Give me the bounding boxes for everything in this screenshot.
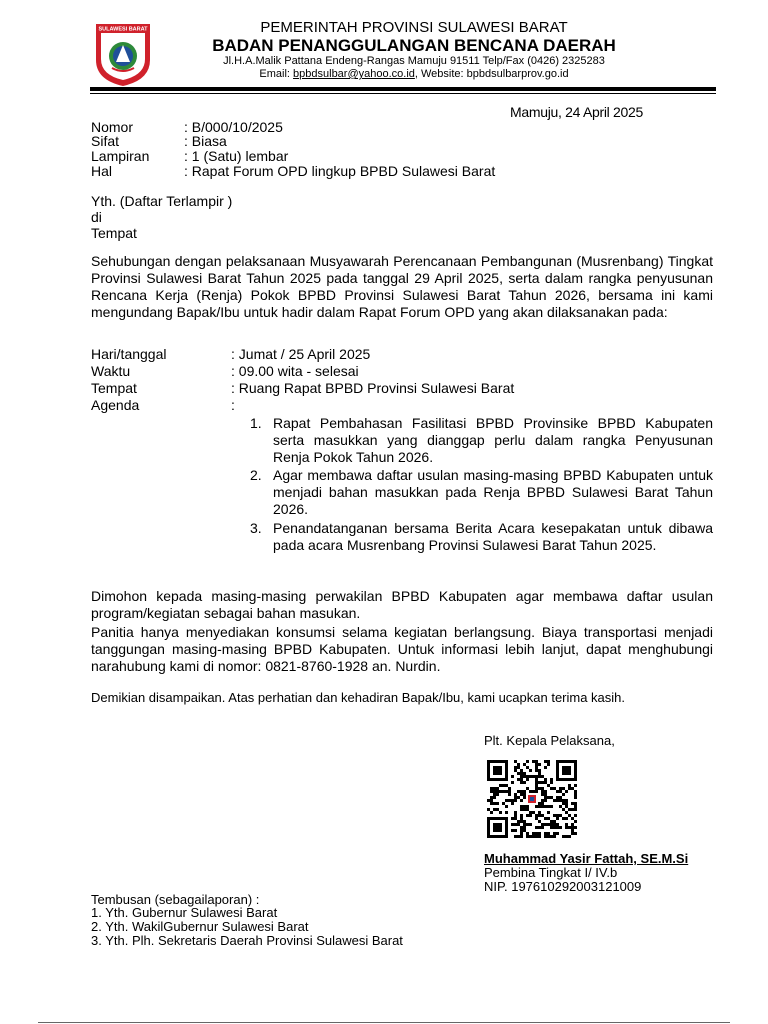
detail-waktu — [91, 363, 359, 380]
recipient-line-2: di — [91, 209, 102, 225]
agenda-number: 3. — [250, 520, 262, 536]
letterhead-divider-thin — [90, 93, 716, 94]
agenda-text: Agar membawa daftar usulan masing-masing BPBD Kabupaten untuk menjadi bahan masukkan pada Renja BPBD Sulawesi Barat Tahun 2026. — [273, 467, 713, 517]
signatory-title: Plt. Kepala Pelaksana, — [484, 733, 615, 748]
recipient-line-1: Yth. (Daftar Terlampir ) — [91, 193, 233, 209]
svg-text:SULAWESI BARAT: SULAWESI BARAT — [98, 26, 148, 33]
closing-paragraph: Demikian disampaikan. Atas perhatian dan kehadiran Bapak/Ibu, kami ucapkan terima kasih. — [91, 690, 626, 705]
cc-item: 1. Yth. Gubernur Sulawesi Barat — [91, 905, 278, 920]
detail-value: : — [231, 397, 235, 413]
email-label: Email: — [259, 68, 294, 80]
agenda-text: Penandatanganan bersama Berita Acara kesepakatan untuk dibawa pada acara Musrenbang Provinsi Sulawesi Barat Tahun 2025. — [273, 520, 713, 553]
letterhead-agency: BADAN PENANGGULANGAN BENCANA DAERAH — [212, 36, 616, 55]
meta-hal — [91, 163, 495, 180]
qr-code-signature — [487, 760, 577, 838]
meta-label: Sifat — [91, 133, 120, 149]
cc-item: 2. Yth. WakilGubernur Sulawesi Barat — [91, 919, 309, 934]
cc-heading: Tembusan (sebagailaporan) : — [91, 892, 260, 907]
website-label: , Website: — [414, 68, 467, 80]
agenda-item — [250, 415, 713, 466]
detail-hari-tanggal — [91, 346, 370, 363]
signatory-name: Muhammad Yasir Fattah, SE.M.Si — [484, 851, 689, 866]
meta-label: Hal — [91, 163, 113, 179]
meta-value: : Rapat Forum OPD lingkup BPBD Sulawesi Barat — [184, 163, 496, 179]
agenda-item — [250, 467, 713, 518]
website-link[interactable]: bpbdsulbarprov.go.id — [466, 68, 569, 80]
meta-value: : B/000/10/2025 — [184, 119, 283, 135]
province-logo — [92, 20, 154, 88]
letterhead-government: PEMERINTAH PROVINSI SULAWESI BARAT — [260, 19, 568, 36]
intro-paragraph: Sehubungan dengan pelaksanaan Musyawarah Perencanaan Pembangunan (Musrenbang) Tingkat Provinsi Sulawesi Barat Tahun 2025 pada tanggal 29 April 2025, serta dalam rangka penyusunan Rencana Kerja (Renja) Pokok BPBD Provinsi Sulawesi Barat Tahun 2026, bersama ini kami mengundang Bapak/Ibu untuk hadir dalam Rapat Forum OPD yang akan dilaksanakan pada: — [91, 253, 713, 320]
detail-label: Tempat — [91, 380, 137, 396]
letterhead-address: Jl.H.A.Malik Pattana Endeng-Rangas Mamuju 91511 Telp/Fax (0426) 2325283 — [223, 55, 605, 67]
detail-label: Agenda — [91, 397, 140, 413]
detail-label: Waktu — [91, 363, 131, 379]
detail-agenda — [91, 397, 235, 414]
agenda-text: Rapat Pembahasan Fasilitasi BPBD Provinsike BPBD Kabupaten serta masukkan yang dianggap perlu dalam rangka Penyusunan Renja Pokok Tahun 2026. — [273, 415, 713, 465]
detail-label: Hari/tanggal — [91, 346, 167, 362]
email-link[interactable]: bpbdsulbar@yahoo.co.id — [293, 68, 415, 80]
page-bottom-edge — [38, 1022, 730, 1023]
agenda-number: 2. — [250, 467, 262, 483]
meta-value: : 1 (Satu) lembar — [184, 148, 289, 164]
detail-tempat — [91, 380, 514, 397]
agenda-number: 1. — [250, 415, 262, 431]
logistics-paragraph: Panitia hanya menyediakan konsumsi selama kegiatan berlangsung. Biaya transportasi menjadi tanggungan masing-masing BPBD Kabupaten. Untuk informasi lebih lanjut, dapat menghubungi narahubung kami di nomor: 0821-8760-1928 an. Nurdin. — [91, 624, 713, 674]
request-paragraph: Dimohon kepada masing-masing perwakilan BPBD Kabupaten agar membawa daftar usulan program/kegiatan sebagai bahan masukan. — [91, 588, 713, 621]
recipient-line-3: Tempat — [91, 225, 137, 241]
cc-item: 3. Yth. Plh. Sekretaris Daerah Provinsi Sulawesi Barat — [91, 933, 403, 948]
detail-value: : Ruang Rapat BPBD Provinsi Sulawesi Barat — [231, 380, 515, 396]
detail-value: : Jumat / 25 April 2025 — [231, 346, 371, 362]
meta-label: Nomor — [91, 119, 134, 135]
meta-value: : Biasa — [184, 133, 227, 149]
letter-date: Mamuju, 24 April 2025 — [510, 104, 644, 120]
meta-label: Lampiran — [91, 148, 150, 164]
signatory-nip: NIP. 197610292003121009 — [484, 879, 642, 894]
letterhead-contact — [160, 68, 668, 80]
agenda-item — [250, 520, 713, 554]
signatory-rank: Pembina Tingkat I/ IV.b — [484, 865, 618, 880]
letterhead-divider — [90, 87, 716, 91]
detail-value: : 09.00 wita - selesai — [231, 363, 359, 379]
agenda-list — [250, 415, 713, 554]
